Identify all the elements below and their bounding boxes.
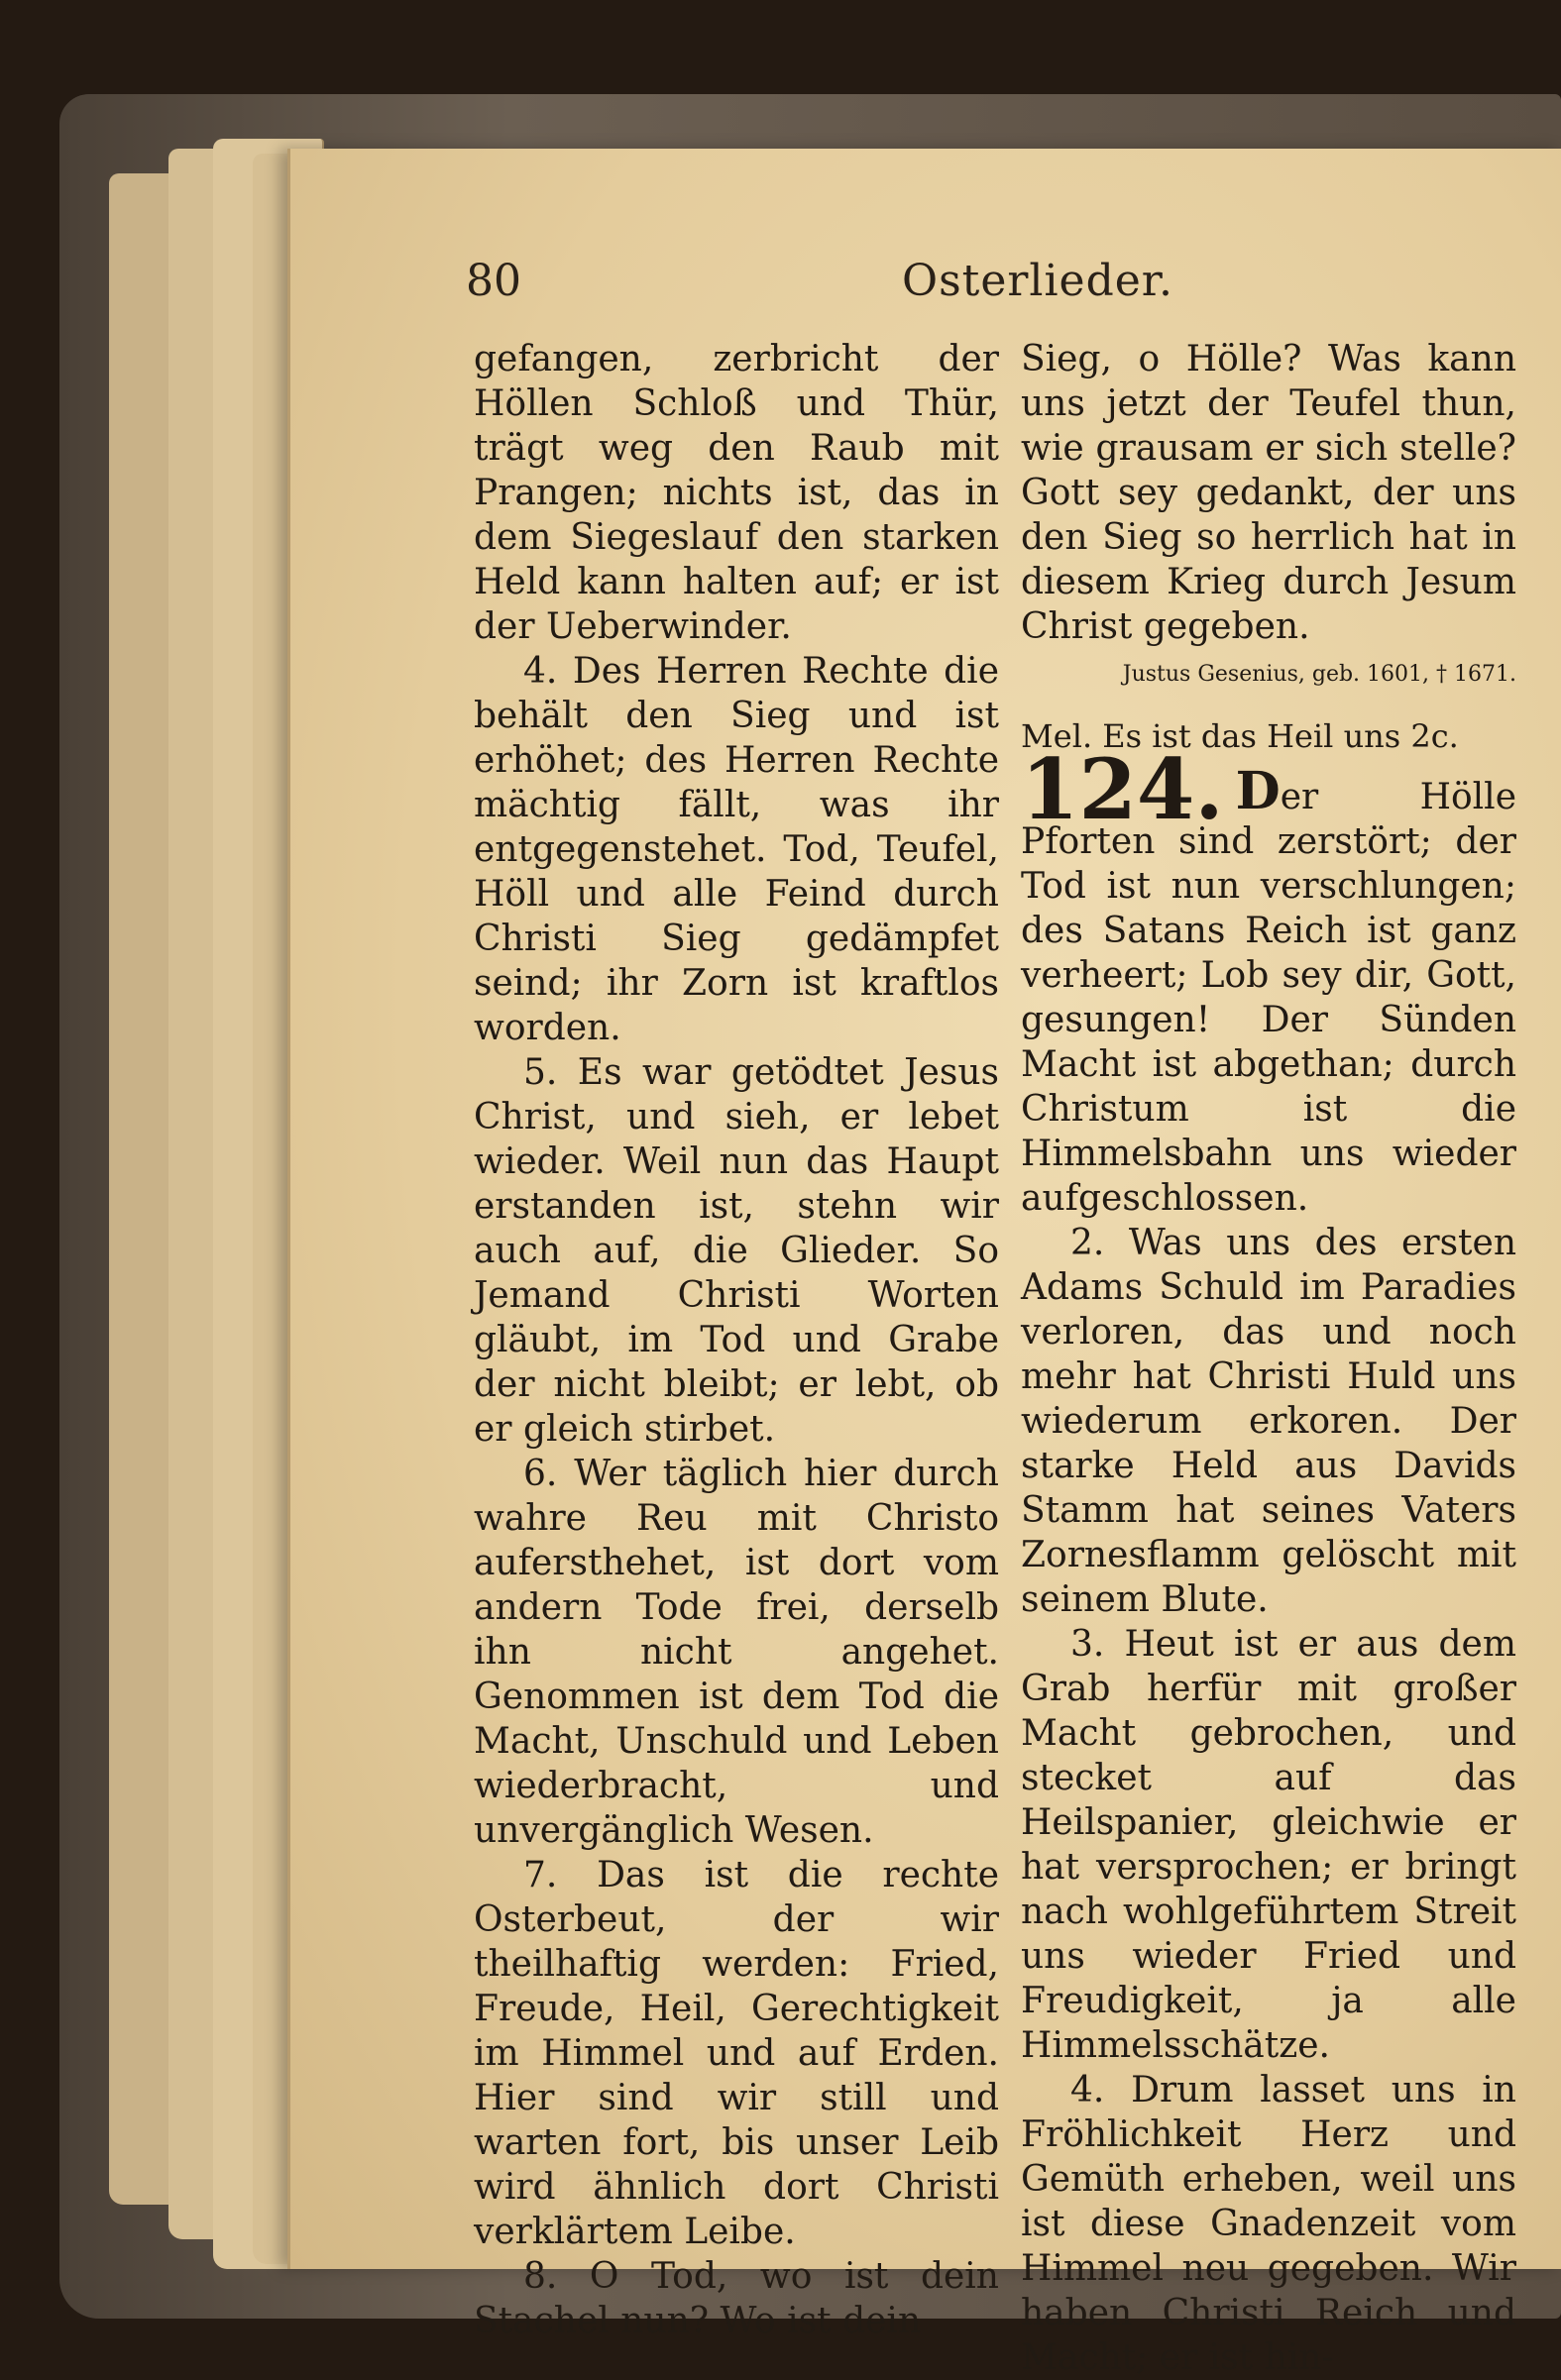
verse-3: 3. Heut ist er aus dem Grab herfür mit großer Macht gebrochen, und stecket auf das Heilspanier, gleichwie er hat versprochen; er bringt nach wohlgeführtem Streit uns wieder Fried und Freudigkeit, ja alle Himmelsschätze. (1021, 1624, 1516, 2066)
author-attribution: Justus Gesenius, geb. 1601, † 1671. (1122, 662, 1516, 687)
verse-6: 6. Wer täglich hier durch wahre Reu mit Christo aufersthehet, ist dort vom andern Tode frei, derselb ihn nicht angehet. Genommen ist dem Tod die Macht, Unschuld und Leben wiederbracht, und unvergänglich Wesen. (474, 1454, 999, 1851)
verse-2: 2. Was uns des ersten Adams Schuld im Paradies verloren, das und noch mehr hat Christi Huld uns wiederum erkoren. Der starke Held aus Davids Stamm hat seines Vaters Zornesflamm gelöscht mit seinem Blute. (1021, 1223, 1516, 1620)
melody-line: Mel. Es ist das Heil uns 2c. (1021, 717, 1459, 755)
right-column (1021, 337, 1516, 2380)
verse-4: 4. Des Herren Rechte die behält den Sieg und ist erhöhet; des Herren Rechte mächtig fällt, was ihr entgegenstehet. Tod, Teufel, Höll und alle Feind durch Christi Sieg gedämpfet seind; ihr Zorn ist kraftlos worden. (474, 651, 999, 1048)
verse-continuation: Sieg, o Hölle? Was kann uns jetzt der Teufel thun, wie grausam er sich stelle? Gott sey gedankt, der uns den Sieg so herrlich hat in diesem Krieg durch Jesum Christ gegeben. (1021, 339, 1516, 647)
verse-continuation: gefangen, zerbricht der Höllen Schloß und Thür, trägt weg den Raub mit Prangen; nichts ist, das in dem Siegeslauf den starken Held kann halten auf; er ist der Ueberwinder. (474, 339, 999, 647)
verse-7: 7. Das ist die rechte Osterbeut, der wir theilhaftig werden: Fried, Freude, Heil, Gerechtigkeit im Himmel und auf Erden. Hier sind wir still und warten fort, bis unser Leib wird ähnlich dort Christi verklärtem Leibe. (474, 1855, 999, 2252)
verse-8: 8. O Tod, wo ist dein Stachel nun? Wo ist dein (474, 2256, 999, 2341)
page-number: 80 (466, 256, 521, 306)
hymn-124-verse-1 (1021, 740, 1516, 1221)
drop-cap: D (1235, 761, 1281, 821)
running-head: Osterlieder. (902, 256, 1173, 306)
left-column (474, 337, 999, 2343)
hymn-number: 124. (1021, 740, 1224, 838)
verse-5: 5. Es war getödtet Jesus Christ, und sieh, er lebet wieder. Weil nun das Haupt erstanden ist, stehn wir auch auf, die Glieder. So Jemand Christi Worten gläubt, im Tod und Grabe der nicht bleibt; er lebt, ob er gleich stirbet. (474, 1052, 999, 1450)
verse-1-text: er Hölle Pforten sind zerstört; der Tod ist nun verschlungen; des Satans Reich ist ganz verheert; Lob sey dir, Gott, gesungen! Der Sünden Macht ist abgethan; durch Christum ist die Himmelsbahn uns wieder aufgeschlossen. (1021, 777, 1516, 1219)
verse-4: 4. Drum lasset uns in Fröhlichkeit Herz und Gemüth erheben, weil uns ist diese Gnadenzeit vom Himmel neu gegeben. Wir haben Christi Reich und Macht; er ist hin- (1021, 2070, 1516, 2378)
page-header (466, 256, 1497, 315)
